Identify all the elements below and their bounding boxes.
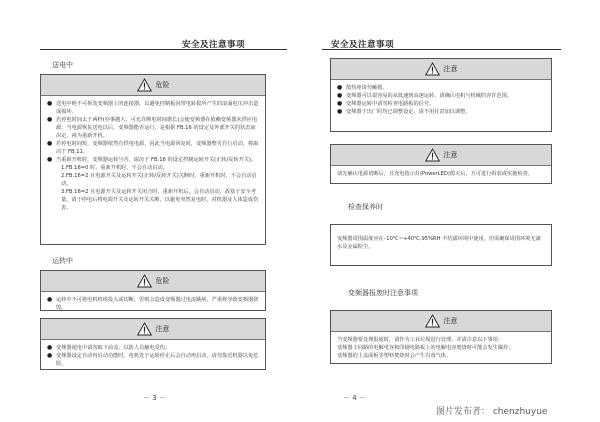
caution-label: 注意 — [443, 317, 458, 325]
maintenance-box — [330, 224, 552, 266]
danger-title-bar — [41, 75, 265, 96]
header-rule — [40, 49, 287, 50]
warning-triangle-icon — [137, 274, 152, 288]
caution-title-bar — [331, 59, 551, 80]
caution-title-bar — [41, 319, 265, 340]
sub-item: 2.FB.16=2 且电源开关及运转开关(正转/反转开关)关断时，重新开机时，不会自动启动。 — [61, 173, 257, 187]
list-item: ● 送电中绝不可拆装变频器上的连接器，以避免控制板因带电转拔所产生的浪涌电压冲击造成损坏。 — [47, 100, 259, 115]
caution-box-general — [330, 58, 552, 132]
list-item: ● 变频器可以很容易的从低速到高速运转，请确认电机与机械的容许范围。 — [337, 92, 513, 99]
caution-box-running — [40, 318, 266, 370]
page-header: 安全及注意事项 — [331, 40, 395, 50]
maintenance-text: 变频器周围温度应在–10℃~+40℃,95%RH 不结露环境中使用，但需确保周围环境无滴水及金属粉尘。 — [337, 236, 541, 250]
page-number: － 4 － — [343, 394, 366, 402]
danger-box-running — [40, 270, 266, 311]
watermark: 图片发布者： chenzhuyue — [436, 407, 548, 417]
list-item: ● 散热座请勿触摸。 — [337, 84, 388, 91]
warning-triangle-icon — [425, 314, 440, 328]
list-item: ● 变频器通电中请勿取下前盖，以防人员触电受伤。 — [47, 344, 171, 351]
section-title-powering: 送电中 — [52, 61, 73, 69]
list-item: ● 若停电时间短，变频器依然有供电电源，因此当电源回复时，变频器整否自行启动，将取决于 FB.11。 — [47, 140, 259, 155]
danger-label: 危险 — [155, 81, 170, 89]
danger-label: 危险 — [155, 277, 170, 285]
section-title-maintenance: 检查保养时 — [348, 203, 383, 211]
caution-label: 注意 — [443, 151, 458, 159]
list-item: ● 变频器设定自动再启动功能时，电机处于运转停止后会自动再启动，请勿靠近机器以免危险。 — [47, 352, 259, 367]
sub-item: 1.FB.16=0 时，重新开机时，不会自动启动。 — [61, 165, 168, 171]
caution-text: 请先确认电源切断后，且充电指示灯(PowerLED)熄灭后，方可进行拆装或实施检查。 — [337, 171, 533, 177]
caution-box-inspection — [330, 144, 552, 184]
warning-triangle-icon — [137, 78, 152, 92]
list-item: ● 变频器于出厂时均已调整设定，请不用任意加以调整。 — [337, 108, 471, 115]
header-rule — [322, 49, 561, 50]
page-header: 安全及注意事项 — [182, 40, 246, 50]
list-item: ● 变频器运转中请勿检查电路板的信号。 — [337, 100, 435, 107]
caution-label: 注意 — [155, 325, 170, 333]
sub-item: 3.FB.16=2 且电源开关及运转开关闭合时，重新开机后，会自动启动，故基于安全考量，请于停电后将电源开关及运转开关关断，以避免突然复电时，对机器及人体造成伤害。 — [61, 189, 259, 211]
caution-title-bar — [331, 145, 551, 166]
section-title-disposal: 变频器报废时注意事项 — [348, 289, 418, 297]
caution-title-bar — [331, 311, 551, 332]
danger-box-powering — [40, 74, 266, 245]
section-title-running: 运转中 — [52, 257, 73, 265]
disposal-line: 当变频器要处理报废时，请作为工业垃圾进行处理。并请注意以下事项： — [337, 337, 504, 343]
page-right — [300, 0, 600, 422]
list-item: ● 当重新开机时，变频器运转与否，取决于 FB.16 的设定控制运转开关(正转/反转开关)。 — [47, 156, 257, 163]
danger-title-bar — [41, 271, 265, 292]
disposal-line: 变频器主回路的电解电容和印刷电路板上的电解电容焚烧时可能会发生爆炸； — [337, 345, 514, 351]
list-item: ● 若停电时间太于两秒(亦事越大，可允许断电时间愈长)会使变频器在依赖变频器未供应电源，当电源恢复送电以后，变频器能否运行，是根据 FB.16 的设定及外部开关的状态而决定，视为重新开机。 — [47, 116, 258, 139]
caution-box-disposal — [330, 310, 552, 364]
caution-label: 注意 — [443, 65, 458, 73]
warning-triangle-icon — [137, 322, 152, 336]
warning-triangle-icon — [425, 62, 440, 76]
disposal-line: 变频器的上盖面板等塑料焚烧时会产生有毒气体。 — [337, 353, 452, 359]
list-item: ● 运转中不可将电机机组投入或切断，否则会造成变频器过电流跳闸，严重将导致变频器烧毁。 — [47, 296, 259, 311]
page-number: － 3 － — [143, 394, 166, 402]
warning-triangle-icon — [425, 148, 440, 162]
